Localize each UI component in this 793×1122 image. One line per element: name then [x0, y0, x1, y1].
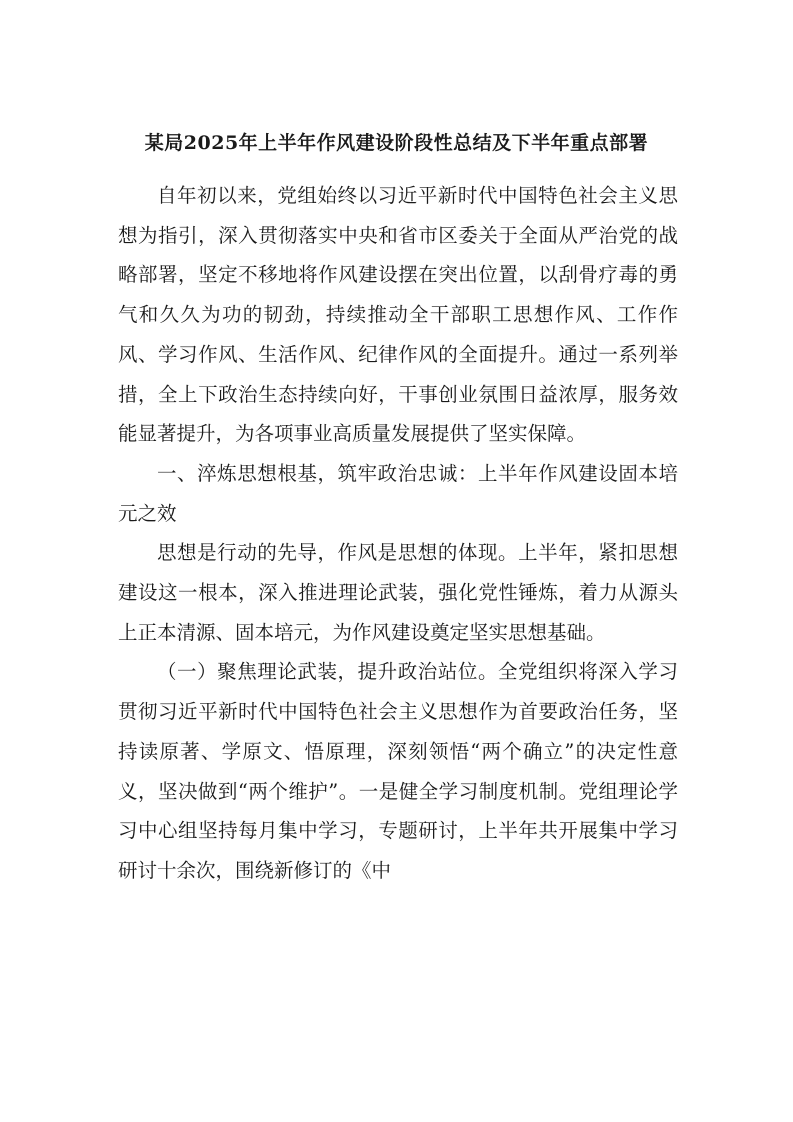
document-body: [118, 176, 678, 891]
paragraph-section-1: 思想是行动的先导，作风是思想的体现。上半年，紧扣思想建设这一根本，深入推进理论武装，强化党性锤炼，着力从源头上正本清源、固本培元，为作风建设奠定坚实思想基础。: [118, 541, 678, 644]
paragraph-subsection-1: （一）聚焦理论武装，提升政治站位。全党组织将深入学习贯彻习近平新时代中国特色社会主义思想作为首要政治任务，坚持读原著、学原文、悟原理，深刻领悟“两个确立”的决定性意义，坚决做到“两个维护”。一是健全学习制度机制。党组理论学习中心组坚持每月集中学习，专题研讨，上半年共开展集中学习研讨十余次，围绕新修订的《中: [118, 660, 678, 882]
document-title: 某局2025年上半年作风建设阶段性总结及下半年重点部署: [144, 132, 649, 154]
section-heading-1: 一、淬炼思想根基，筑牢政治忠诚：上半年作风建设固本培元之效: [118, 461, 678, 525]
paragraph-intro: 自年初以来，党组始终以习近平新时代中国特色社会主义思想为指引，深入贯彻落实中央和省市区委关于全面从严治党的战略部署，坚定不移地将作风建设摆在突出位置，以刮骨疗毒的勇气和久久为功的韧劲，持续推动全干部职工思想作风、工作作风、学习作风、生活作风、纪律作风的全面提升。通过一系列举措，全上下政治生态持续向好，干事创业氛围日益浓厚，服务效能显著提升，为各项事业高质量发展提供了坚实保障。: [118, 184, 678, 446]
